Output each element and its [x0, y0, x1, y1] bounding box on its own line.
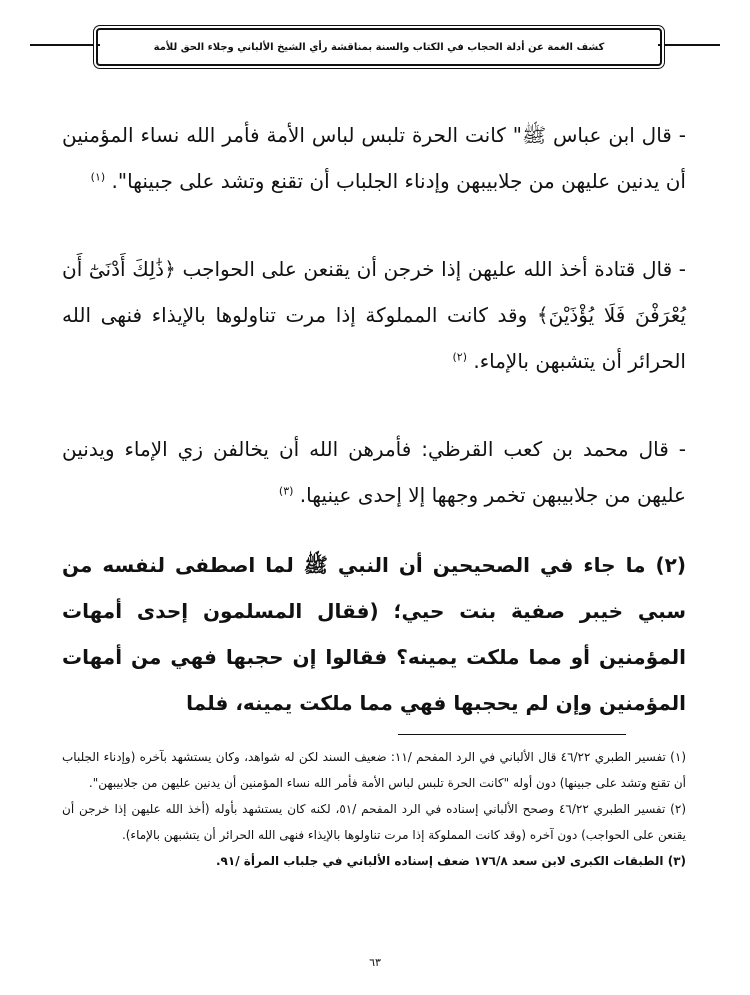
footnote-2: (٢) تفسير الطبري ٤٦/٢٢ وصحح الألباني إسناده في الرد المفحم /٥١، لكنه كان يستشهد بأوله (أخذ الله عليهن إذا خرجن أن يقنعن على الحواجب) دون آخره (وقد كانت المملوكة إذا مرت تناولوها بالإيذاء فنهى الله الحرائر أن يتشبهن بالإماء).: [62, 802, 687, 842]
paragraph-ibn-abbas-text: - قال ابن عباس ﷺ" كانت الحرة تلبس لباس الأمة فأمر الله نساء المؤمنين أن يدنين عليهن من جلابيبهن وإدناء الجلباب أن تقنع وتشد على جبينها".: [62, 123, 686, 193]
footnote-3: (٣) الطبقات الكبرى لابن سعد ١٧٦/٨ ضعف إسناده الألباني في جلباب المرأة /٩١.: [215, 854, 686, 868]
paragraph-qurazi: [62, 426, 686, 518]
main-text: [62, 112, 686, 726]
footnote-ref-1: (١): [90, 170, 106, 184]
header-rule-right: [658, 44, 720, 46]
footnote-ref-2: (٢): [452, 350, 467, 364]
paragraph-qatada-text: - قال قتادة أخذ الله عليهن إذا خرجن أن يقنعن على الحواجب ﴿ذَٰلِكَ أَدْنَىٰٓ أَن يُعْرَفْنَ فَلَا يُؤْذَيْنَ﴾ وقد كانت المملوكة إذا مرت تناولوها بالإيذاء فنهى الله الحرائر أن يتشبهن بالإماء.: [62, 257, 686, 373]
header-title-box: [96, 28, 662, 66]
paragraph-sahihayn: (٢) ما جاء في الصحيحين أن النبي ﷺ لما اصطفى لنفسه من سبي خيبر صفية بنت حيي؛ (فقال المسلمون إحدى أمهات المؤمنين أو مما ملكت يمينه؟ فقالوا إن حجبها فهي من أمهات المؤمنين وإن لم يحجبها فهي مما ملكت يمينه، فلما: [62, 553, 686, 715]
footnotes: [62, 744, 686, 874]
footnote-separator: [398, 734, 626, 735]
paragraph-qatada: [62, 246, 686, 384]
footnote-ref-3: (٣): [278, 484, 294, 498]
header-rule-left: [30, 44, 100, 46]
paragraph-qurazi-text: - قال محمد بن كعب القرظي: فأمرهن الله أن يخالفن زي الإماء ويدنين عليهن من جلابيبهن تخمر وجهها إلا إحدى عينيها.: [62, 437, 686, 507]
page-number: ٦٣: [369, 956, 381, 969]
running-header: [30, 24, 720, 68]
header-title: كشف الغمة عن أدلة الحجاب في الكتاب والسنة بمناقشة رأي الشيخ الألباني وجلاء الحق للأمة: [153, 41, 605, 53]
footnote-1: (١) تفسير الطبري ٤٦/٢٢ قال الألباني في الرد المفحم /١١: ضعيف السند لكن له شواهد، وكان يستشهد بآخره (وإدناء الجلباب أن تقنع وتشد على جبينها) دون أوله "كانت الحرة تلبس لباس الأمة فأمر الله نساء المؤمنين أن يدنين عليهن من جلابيبهن".: [62, 750, 687, 790]
paragraph-ibn-abbas: [62, 112, 686, 204]
